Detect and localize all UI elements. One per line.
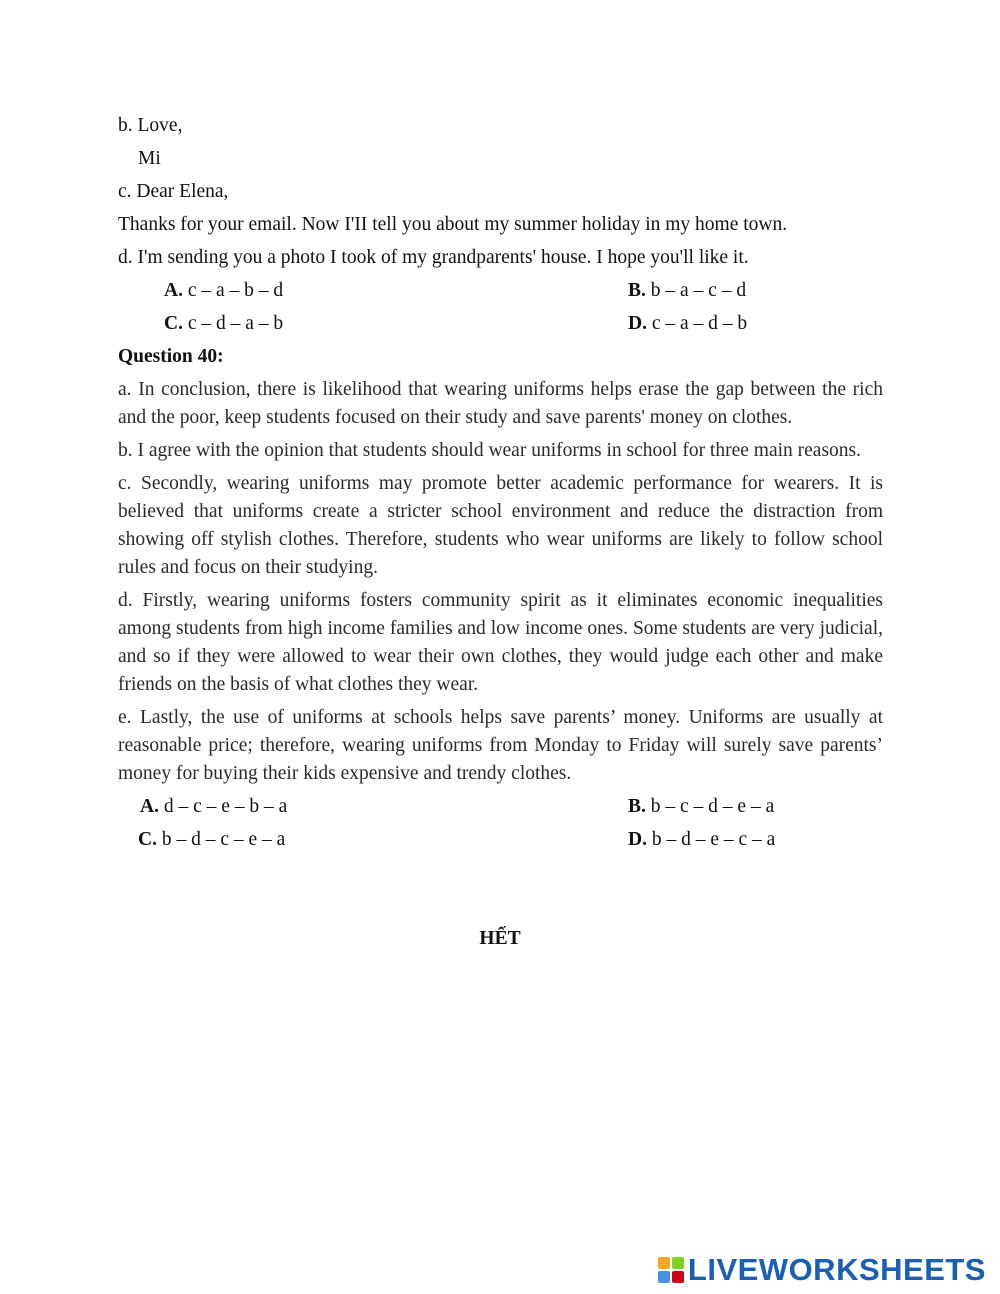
worksheet-page	[118, 112, 883, 859]
logo-mark-icon	[658, 1257, 684, 1283]
paragraph-e: e. Lastly, the use of uniforms at schools helps save parents’ money. Uniforms are usually at reasonable price; therefore, wearing uniforms from Monday to Friday will surely save parents’ money for buying their kids expensive and trendy clothes.	[118, 707, 883, 784]
question-title: Question 40:	[118, 346, 224, 367]
option-c[interactable]: C. c – d – a – b	[164, 313, 284, 334]
logo-square-2	[672, 1257, 684, 1269]
logo-text: LIVEWORKSHEETS	[687, 1252, 986, 1287]
option-b[interactable]: B. b – a – c – d	[628, 280, 747, 301]
q40-option-b[interactable]: B. b – c – d – e – a	[628, 796, 775, 817]
answer-line-b2: Mi	[138, 148, 161, 169]
prev-options-row-2	[118, 310, 883, 343]
answer-line-thanks: Thanks for your email. Now I'II tell you about my summer holiday in my home town.	[118, 214, 788, 235]
option-a[interactable]: A. c – a – b – d	[164, 280, 284, 301]
answer-line-c: c. Dear Elena,	[118, 181, 229, 202]
option-d[interactable]: D. c – a – d – b	[628, 313, 748, 334]
q40-option-c[interactable]: C. b – d – c – e – a	[138, 829, 286, 850]
q40-option-a[interactable]: A. d – c – e – b – a	[140, 796, 288, 817]
end-marker: HẾT	[479, 928, 521, 949]
q40-options-row-1	[118, 793, 883, 826]
logo-square-3	[658, 1271, 670, 1283]
logo-square-1	[658, 1257, 670, 1269]
answer-line-d: d. I'm sending you a photo I took of my grandparents' house. I hope you'll like it.	[118, 247, 749, 268]
q40-option-d[interactable]: D. b – d – e – c – a	[628, 829, 776, 850]
paragraph-d: d. Firstly, wearing uniforms fosters community spirit as it eliminates economic inequalities among students from high income families and low income ones. Some students are very judicial, and so if they were allowed to wear their own clothes, they would judge each other and make friends on the basis of what clothes they wear.	[118, 590, 883, 695]
paragraph-b: b. I agree with the opinion that students should wear uniforms in school for three main reasons.	[118, 440, 861, 461]
paragraph-a: a. In conclusion, there is likelihood that wearing uniforms helps erase the gap between the rich and the poor, keep students focused on their study and save parents' money on clothes.	[118, 379, 883, 428]
paragraph-c: c. Secondly, wearing uniforms may promote better academic performance for wearers. It is believed that uniforms create a stricter school environment and reduce the distraction from showing off stylish clothes. Therefore, students who wear uniforms are likely to follow school rules and focus on their studying.	[118, 473, 883, 578]
logo-square-4	[672, 1271, 684, 1283]
answer-line-b1: b. Love,	[118, 115, 183, 136]
q40-options-row-2	[118, 826, 883, 859]
prev-options-row-1	[118, 277, 883, 310]
liveworksheets-logo	[658, 1254, 986, 1286]
